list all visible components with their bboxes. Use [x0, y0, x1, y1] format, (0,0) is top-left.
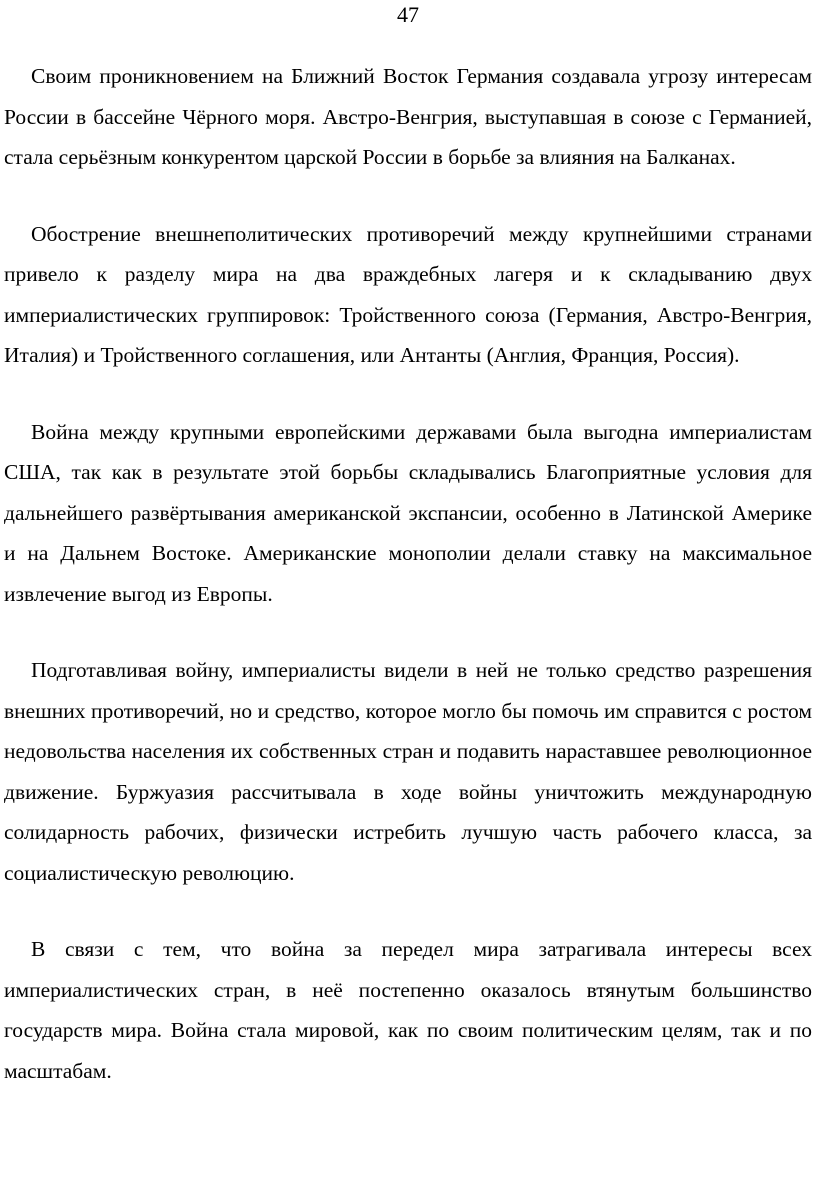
paragraph-5: В связи с тем, что война за передел мира затрагивала интересы всех империалистических стран, в неё постепенно оказалось втянутым большинство государств мира. Война стала мировой, как по своим политическим целям, так и по масштабам.	[4, 937, 812, 1083]
document-body	[4, 56, 812, 1127]
page-number: 47	[397, 2, 419, 27]
paragraph-1: Своим проникновением на Ближний Восток Германия создавала угрозу интересам России в бассейне Чёрного моря. Австро-Венгрия, выступавшая в союзе с Германией, стала серьёзным конкурентом царской России в борьбе за влияния на Балканах.	[4, 64, 812, 169]
paragraph-3: Война между крупными европейскими державами была выгодна империалистам США, так как в результате этой борьбы складывались Благоприятные условия для дальнейшего развёртывания американской экспансии, особенно в Латинской Америке и на Дальнем Востоке. Американские монополии делали ставку на максимальное извлечение выгод из Европы.	[4, 419, 812, 606]
paragraph-2: Обострение внешнеполитических противоречий между крупнейшими странами привело к разделу мира на два враждебных лагеря и к складыванию двух империалистических группировок: Тройственного союза (Германия, Австро-Венгрия, Италия) и Тройственного соглашения, или Антанты (Англия, Франция, Россия).	[4, 221, 812, 367]
paragraph-4: Подготавливая войну, империалисты видели в ней не только средство разрешения внешних противоречий, но и средство, которое могло бы помочь им справится с ростом недовольства населения их собственных стран и подавить нараставшее революционное движение. Буржуазия рассчитывала в ходе войны уничтожить международную солидарность рабочих, физически истребить лучшую часть рабочего класса, за социалистическую революцию.	[4, 658, 812, 885]
